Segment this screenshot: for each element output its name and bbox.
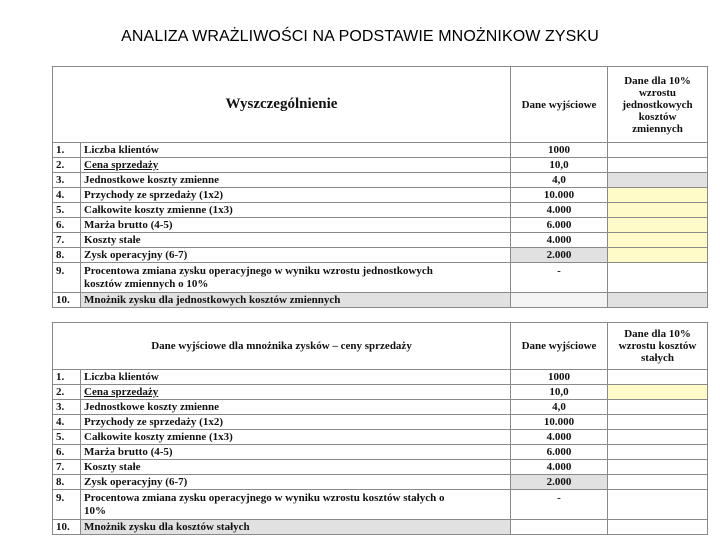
variant-value-cell[interactable]: [608, 475, 708, 490]
row-label-line: Procentowa zmiana zysku operacyjnego w wyniku wzrostu kosztów stałych o: [84, 491, 445, 504]
row-number: 9.: [53, 490, 81, 520]
base-value: 10,0: [511, 158, 608, 173]
table-row: [53, 460, 708, 475]
header-variant-data: [608, 323, 708, 370]
header-variant-line: Dane dla 10%: [624, 328, 691, 340]
table-header-row: [53, 323, 708, 370]
variant-value-cell[interactable]: [608, 460, 708, 475]
base-value: 4.000: [511, 460, 608, 475]
variant-value-cell[interactable]: [608, 173, 708, 188]
header-variant-line: Dane dla 10%: [624, 74, 691, 87]
row-number: 3.: [53, 173, 81, 188]
base-value: 4,0: [511, 400, 608, 415]
row-label: Przychody ze sprzedaży (1x2): [81, 415, 511, 430]
header-variant-data: [608, 67, 708, 143]
page-title: ANALIZA WRAŻLIWOŚCI NA PODSTAWIE MNOŻNIKOW ZYSKU: [121, 28, 599, 45]
row-number: 10.: [53, 293, 81, 308]
base-value: 4.000: [511, 233, 608, 248]
header-variant-line: wzrostu: [638, 86, 677, 99]
table-row: [53, 475, 708, 490]
variant-value-cell[interactable]: [608, 385, 708, 400]
variant-value-cell[interactable]: [608, 143, 708, 158]
table-row: [53, 430, 708, 445]
row-label: Cena sprzedaży: [81, 158, 511, 173]
variant-value-cell[interactable]: [608, 430, 708, 445]
base-value: 10,0: [511, 385, 608, 400]
table-row: [53, 248, 708, 263]
row-number: 1.: [53, 370, 81, 385]
row-label-line: 10%: [84, 504, 106, 517]
row-label: Liczba klientów: [81, 370, 511, 385]
row-number: 3.: [53, 400, 81, 415]
variant-value-cell[interactable]: [608, 263, 708, 293]
row-number: 6.: [53, 445, 81, 460]
header-variant-line: kosztów: [638, 110, 677, 123]
table-row: [53, 263, 708, 293]
row-label: Marża brutto (4-5): [81, 218, 511, 233]
sensitivity-table-variable-costs: [52, 66, 708, 308]
base-value: 1000: [511, 370, 608, 385]
base-value: 4.000: [511, 430, 608, 445]
row-number: 8.: [53, 248, 81, 263]
variant-value-cell[interactable]: [608, 293, 708, 308]
variant-value-cell[interactable]: [608, 248, 708, 263]
header-base-data: Dane wyjściowe: [511, 323, 608, 370]
variant-value-cell[interactable]: [608, 233, 708, 248]
row-number: 6.: [53, 218, 81, 233]
row-number: 1.: [53, 143, 81, 158]
base-value: 4.000: [511, 203, 608, 218]
table-row: [53, 158, 708, 173]
row-label: [81, 263, 511, 293]
base-value: -: [511, 263, 608, 293]
row-number: 9.: [53, 263, 81, 293]
variant-value-cell[interactable]: [608, 415, 708, 430]
row-number: 8.: [53, 475, 81, 490]
table-row: [53, 203, 708, 218]
table-row: [53, 445, 708, 460]
row-label: Marża brutto (4-5): [81, 445, 511, 460]
variant-value-cell[interactable]: [608, 445, 708, 460]
base-value: 10.000: [511, 188, 608, 203]
table-row: [53, 188, 708, 203]
table-row: [53, 173, 708, 188]
table-row: [53, 233, 708, 248]
row-number: 7.: [53, 233, 81, 248]
table-row: [53, 218, 708, 233]
table-row: [53, 293, 708, 308]
header-base-data: Dane wyjściowe: [511, 67, 608, 143]
row-label: Mnożnik zysku dla jednostkowych kosztów zmiennych: [81, 293, 511, 308]
row-label: Cena sprzedaży: [81, 385, 511, 400]
base-value: 4,0: [511, 173, 608, 188]
base-value: [511, 293, 608, 308]
row-number: 7.: [53, 460, 81, 475]
base-value: 6.000: [511, 218, 608, 233]
variant-value-cell[interactable]: [608, 158, 708, 173]
row-label: Liczba klientów: [81, 143, 511, 158]
table-row: [53, 520, 708, 535]
base-value: -: [511, 490, 608, 520]
row-number: 2.: [53, 385, 81, 400]
row-label: Całkowite koszty zmienne (1x3): [81, 203, 511, 218]
sensitivity-table-fixed-costs: [52, 322, 708, 535]
table-row: [53, 415, 708, 430]
variant-value-cell[interactable]: [608, 203, 708, 218]
table-row: [53, 143, 708, 158]
table-row: [53, 490, 708, 520]
row-label: Mnożnik zysku dla kosztów stałych: [81, 520, 511, 535]
row-number: 4.: [53, 415, 81, 430]
variant-value-cell[interactable]: [608, 218, 708, 233]
row-number: 5.: [53, 203, 81, 218]
header-description: Dane wyjściowe dla mnożnika zysków – ceny sprzedaży: [53, 323, 511, 370]
base-value: 6.000: [511, 445, 608, 460]
variant-value-cell[interactable]: [608, 490, 708, 520]
base-value: 1000: [511, 143, 608, 158]
row-number: 4.: [53, 188, 81, 203]
variant-value-cell[interactable]: [608, 188, 708, 203]
row-label: Jednostkowe koszty zmienne: [81, 400, 511, 415]
header-variant-line: jednostkowych: [622, 98, 693, 111]
row-label: Koszty stałe: [81, 460, 511, 475]
base-value: 2.000: [511, 475, 608, 490]
base-value: [511, 520, 608, 535]
table-row: [53, 400, 708, 415]
header-variant-line: stałych: [641, 352, 675, 364]
row-label: Zysk operacyjny (6-7): [81, 475, 511, 490]
row-label: Przychody ze sprzedaży (1x2): [81, 188, 511, 203]
row-label: Zysk operacyjny (6-7): [81, 248, 511, 263]
header-variant-line: zmiennych: [632, 122, 683, 135]
row-label: Jednostkowe koszty zmienne: [81, 173, 511, 188]
variant-value-cell[interactable]: [608, 400, 708, 415]
table-row: [53, 385, 708, 400]
row-number: 10.: [53, 520, 81, 535]
base-value: 10.000: [511, 415, 608, 430]
row-label: Koszty stałe: [81, 233, 511, 248]
variant-value-cell[interactable]: [608, 520, 708, 535]
variant-value-cell[interactable]: [608, 370, 708, 385]
table-header-row: [53, 67, 708, 143]
row-label: [81, 490, 511, 520]
header-description: Wyszczególnienie: [53, 67, 511, 143]
header-variant-line: wzrostu kosztów: [618, 340, 697, 352]
row-label-line: kosztów zmiennych o 10%: [84, 277, 209, 290]
row-number: 2.: [53, 158, 81, 173]
row-label: Całkowite koszty zmienne (1x3): [81, 430, 511, 445]
table-row: [53, 370, 708, 385]
row-number: 5.: [53, 430, 81, 445]
base-value: 2.000: [511, 248, 608, 263]
row-label-line: Procentowa zmiana zysku operacyjnego w wyniku wzrostu jednostkowych: [84, 264, 433, 277]
